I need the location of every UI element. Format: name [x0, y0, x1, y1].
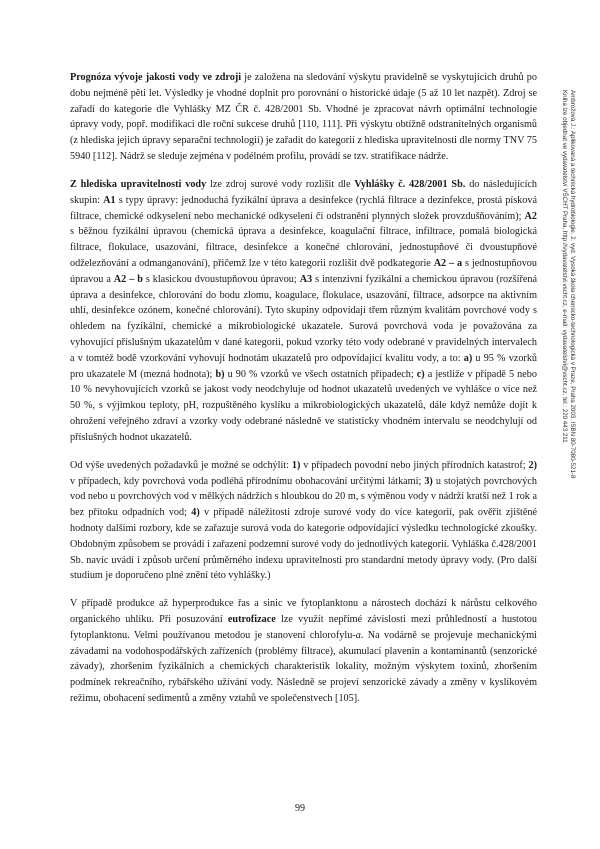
- bold-run: a): [463, 352, 473, 364]
- text-run: v případech povodní nebo jiných přírodních katastrof;: [300, 459, 529, 471]
- text-run: s typy úpravy: jednoduchá fyzikální úprava a desinfekce (rychlá filtrace a dezinfekce, prostá písková filtrace, chemické odkyselení nebo mechanické odkyselení či odstranění plynných složek provzdušňováním);: [70, 194, 537, 222]
- text-run: v případě náležitosti zdroje surové vody do více kategorií, pak ověřit zjištěné hodnoty dalšími rozbory, kde se zařazuje surová voda do kategorie odpovídající výsledku technologické zkoušky. Obdobným způsobem se provádí i zařazení podzemní surové vody do jednotlivých kategorií. Vyhláška č.428/2001 Sb. navíc uvádí i způsob určení průměrného indexu upravitelnosti pro standardní metody úpravy vody. (Pro další studium je doporučeno plné znění této vyhlášky.): [70, 507, 537, 582]
- text-run: u 95 % vzorků pro ukazatele M (mezná hodnota);: [70, 352, 538, 380]
- bold-run: A2: [524, 210, 537, 222]
- bold-run: A1: [103, 194, 116, 206]
- text-run: do následujících skupin:: [70, 178, 538, 206]
- text-run: s běžnou fyzikální úpravou (chemická úprava a desinfekce, koagulační filtrace, infiltrace, pomalá biologická filtrace, flokulace, usazování, filtrace, desinfekce a konečné chlorování, jednostupňové či dvoustupňové odželezňování a odmanganování), přičemž lze v této kategorii rozlišit dvě podkategorie: [70, 226, 537, 269]
- bold-run: A3: [299, 273, 313, 285]
- text-run: Od výše uvedených požadavků je možné se odchýlit:: [70, 459, 292, 471]
- bold-run: 4): [191, 507, 200, 519]
- text-run: s klasickou dvoustupňovou úpravou;: [142, 273, 300, 285]
- text-run: je založena na sledování výskytu pravidelně se vyskytujících druhů po dobu nejméně pěti let. Výsledky je vhodné doplnit pro porovnání o historické údaje (5 až 10 let nazpět). Zdroj se zařadí do kategorie dle Vyhlášky MZ ČR č. 428/2001 Sb. Vhodné je zpracovat návrh optimální technologie úpravy vody, popř. modifikaci dle roční sukcese druhů [110, 111]. Při výskytu obtížně odstranitelných organismů (z hlediska jejich úpravy separační technologií) je zařadit do kategorií z hlediska upravitelnosti dle normy TNV 75 5940 [112]. Nádrž se sleduje zejména v podélném profilu, provádí se tzv. stratifikace nádrže.: [70, 72, 537, 163]
- italic-run: a: [355, 629, 361, 641]
- bold-run: A2 – b: [113, 273, 143, 285]
- bold-run: b): [215, 368, 225, 380]
- paragraph-exceptions: [70, 458, 537, 585]
- text-run: v případech, kdy povrchová voda podléhá přírodnímu obohacování určitými látkami;: [70, 475, 425, 487]
- bold-run: c): [416, 368, 425, 380]
- text-run: lze využít nepřímé závislosti mezi průhledností a hustotou fytoplanktonu. Velmi používanou metodou je stanovení chlorofylu-: [70, 614, 537, 641]
- text-run: V případě produkce až hyperprodukce řas a sinic ve fytoplanktonu a nárostech dochází k nárůstu celkového organického uhlíku. Při posuzování: [70, 598, 537, 625]
- bold-run: Vyhlášky č. 428/2001 Sb.: [354, 178, 466, 190]
- side-citation-text: [559, 90, 576, 730]
- paragraph-eutrophication: [70, 596, 537, 707]
- bold-lead: Prognóza vývoje jakosti vody ve zdroji: [70, 72, 242, 83]
- bold-run: 3): [424, 475, 433, 487]
- paragraph-water-quality-prognosis: [70, 70, 537, 165]
- bold-run: A2 – a: [433, 257, 463, 269]
- side-citation: [548, 90, 576, 730]
- bold-run: 2): [528, 459, 538, 471]
- text-run: u stojatých povrchových vod nebo u povrchových vod v mělkých nádržích s hloubkou do 20 m, s výměnou vody v nádrži kratší než 1 rok a bez přítoku odpadních vod;: [70, 475, 537, 519]
- page-number: 99: [295, 803, 305, 814]
- text-run: u 90 % vzorků ve všech ostatních případech;: [224, 368, 417, 380]
- main-content: [70, 70, 537, 719]
- citation-line-2: Kniha lze objednat ve vydavatelství VŠCHT Praha, http://vydavatelstvi.vscht.cz, e-mail: vydavatelstvi@vscht.cz, tel.: 220 443 211: [560, 90, 568, 443]
- citation-line-1: Ambrožová J.: Aplikovaná a technická hydrobiologie. 2. vyd. Vysoká škola chemicko-technologická v Praze, Praha 2003. ISBN 80-7080-521-8: [569, 90, 576, 479]
- text-run: s jednostupňovou úpravou a: [70, 257, 537, 285]
- text-run: a jestliže v případě 5 nebo 10 % nevyhovujících vzorků se jakost vody neodchyluje od hodnot ukazatelů uvedených ve vyhlášce o více než 50 %, s výjimkou teploty, pH, rozpuštěného kyslíku a mikrobiologických ukazatelů, dále když nemůže dojít k ohrožení veřejného zdraví a vzorky vody odebrané následně ve statisticky vhodném intervalu se neodchylují od příslušných hodnot ukazatelů.: [70, 368, 537, 443]
- text-run: . Na vodárně se projevuje mechanickými závadami na vodohospodářských zařízeních (problémy filtrace), akumulací plavenin a kontaminantů (senzorické závady), zhoršením fyzikálních a chemických charakteristik lokality, možným výskytem toxinů, zhoršením podmínek rekreačního, rybářského užívání vody. Následně se projeví senzorické závady a změny v kyslíkovém režimu, obohacení sedimentů a změny vztahů ve společenstvech [105].: [70, 629, 537, 705]
- text-run: lze zdroj surové vody rozlišit dle: [206, 178, 355, 190]
- text-run: s intenzivní fyzikální a chemickou úpravou (rozšířená úprava a desinfekce, chlorování do bodu zlomu, koagulace, flokulace, usazování, filtrace, adsorpce na aktivním uhlí, desinfekce ozónem, konečné chlorování). Tyto skupiny odpovídají třem různým kvalitám povrchové vody s ohledem na fyzikální, chemické a mikrobiologické ukazatele. Surová povrchová voda je považována za vyhovující příslušným ukazatelům v dané kategorii, pokud vzorky této vody odebrané v pravidelných intervalech a v tomtéž bodě vzorkování vyhovují hodnotám ukazatelů pro odpovídající kvalitu vody, a to:: [70, 273, 537, 364]
- bold-lead: Z hlediska upravitelnosti vody: [70, 178, 207, 190]
- bold-run: eutrofizace: [227, 614, 276, 625]
- paragraph-treatability: [70, 177, 537, 446]
- bold-run: 1): [291, 459, 301, 471]
